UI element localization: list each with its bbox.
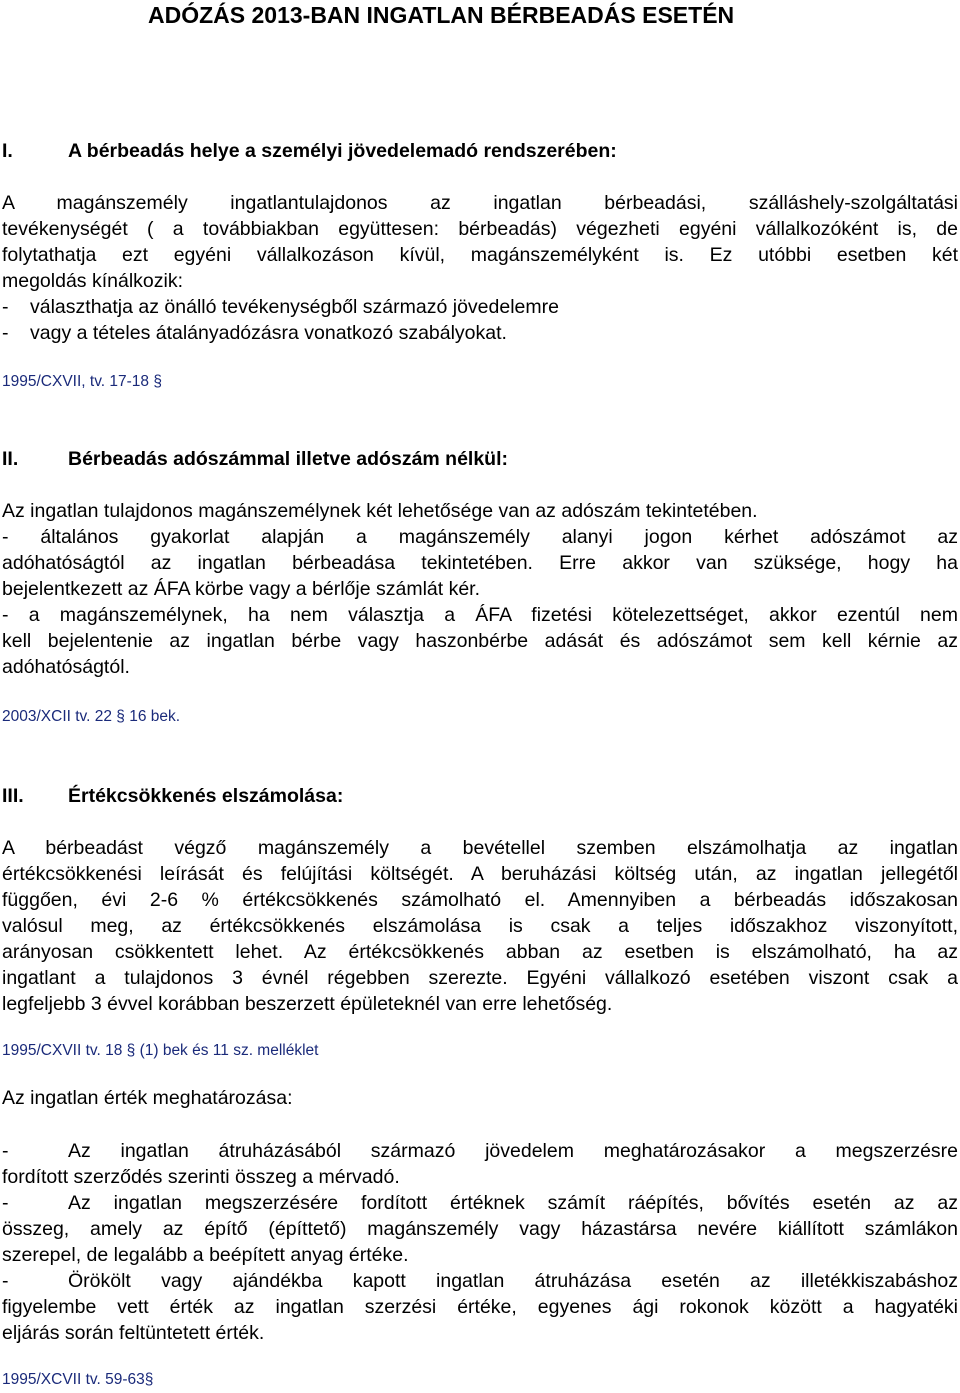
section-3-line: valósul meg, az értékcsökkenés elszámolása is csak a teljes időszakhoz viszonyított, [2,915,958,937]
section-1-reference: 1995/CXVII, tv. 17-18 § [2,373,162,390]
value-item-continuation: eljárás során feltüntetett érték. [2,1322,265,1344]
section-3-line: ingatlant a tulajdonos 3 évnél régebben szerezte. Egyéni vállalkozó esetében viszont csak a [2,967,958,989]
section-1-line: tevékenységét ( a továbbiakban együttesen: bérbeadás) végezheti egyéni vállalkozóként is, de [2,218,958,240]
section-2-reference: 2003/XCII tv. 22 § 16 bek. [2,708,181,725]
section-2-line: bejelentkezett az ÁFA körbe vagy a bérlője számlát kér. [2,578,481,600]
value-item-continuation: fordított szerződés szerinti összeg a mérvadó. [2,1166,400,1188]
section-2-line: adóhatóságtól az ingatlan bérbeadása tekintetében. Erre akkor van szüksége, hogy ha [2,552,958,574]
section-3-line: értékcsökkenési leírását és felújítási költségét. A beruházási költség után, az ingatlan jellegétől [2,863,958,885]
section-3-heading [2,785,343,808]
section-2-heading [2,448,508,471]
document-title: ADÓZÁS 2013-BAN INGATLAN BÉRBEADÁS ESETÉN [148,2,735,28]
value-item-continuation: figyelembe vett érték az ingatlan szerzési értéke, egyenes ági rokonok között a hagyatéki [2,1296,958,1318]
value-item: - Az ingatlan megszerzésére fordított értéknek számít ráépítés, bővítés esetén az az [2,1192,958,1214]
section-2-number: II. [2,448,19,470]
section-3-subheading: Az ingatlan érték meghatározása: [2,1087,293,1109]
section-1-line: folytathatja ezt egyéni vállalkozáson kívül, magánszemélyként is. Ez utóbbi esetben két [2,244,958,266]
section-2-line: - a magánszemélynek, ha nem választja a ÁFA fizetési kötelezettséget, akkor ezentúl nem [2,604,958,626]
section-1-option: - vagy a tételes átalányadózásra vonatkozó szabályokat. [2,322,507,344]
section-3-reference-2: 1995/XCVII tv. 59-63§ [2,1371,154,1388]
section-3-title: Értékcsökkenés elszámolása: [68,785,344,807]
section-2-line: adóhatóságtól. [2,656,130,678]
section-3-line: arányosan csökkentett lehet. Az értékcsökkenés abban az esetben is elszámolható, ha az [2,941,958,963]
section-2-line: - általános gyakorlat alapján a magánszemély alanyi jogon kérhet adószámot az [2,526,958,548]
section-3-line: A bérbeadást végző magánszemély a bevétellel szemben elszámolhatja az ingatlan [2,837,958,859]
section-3-reference: 1995/CXVII tv. 18 § (1) bek és 11 sz. melléklet [2,1042,319,1059]
section-1-line: A magánszemély ingatlantulajdonos az ingatlan bérbeadási, szálláshely-szolgáltatási [2,192,958,214]
section-1-heading [2,140,617,163]
value-item-continuation: összeg, amely az építő (építtető) magánszemély vagy házastársa nevére kiállított számlákon [2,1218,958,1240]
section-2-intro: Az ingatlan tulajdonos magánszemélynek két lehetősége van az adószám tekintetében. [2,500,758,522]
section-1-title: A bérbeadás helye a személyi jövedelemadó rendszerében: [68,140,617,162]
section-1-number: I. [2,140,13,162]
value-item: - Az ingatlan átruházásából származó jövedelem meghatározásakor a megszerzésre [2,1140,958,1162]
section-2-title: Bérbeadás adószámmal illetve adószám nélkül: [68,448,509,470]
section-1-option: - választhatja az önálló tevékenységből származó jövedelemre [2,296,559,318]
section-3-number: III. [2,785,24,807]
value-item-continuation: szerepel, de legalább a beépített anyag értéke. [2,1244,409,1266]
section-3-line: függően, évi 2-6 % értékcsökkenés számolható el. Amennyiben a bérbeadás időszakosan [2,889,958,911]
section-3-line: legfeljebb 3 évvel korábban beszerzett épületeknél van erre lehetőség. [2,993,613,1015]
section-1-line: megoldás kínálkozik: [2,270,184,292]
value-item: - Örökölt vagy ajándékba kapott ingatlan átruházása esetén az illetékkiszabáshoz [2,1270,958,1292]
section-2-line: kell bejelentenie az ingatlan bérbe vagy haszonbérbe adását és adószámot sem kell kérnie az [2,630,958,652]
